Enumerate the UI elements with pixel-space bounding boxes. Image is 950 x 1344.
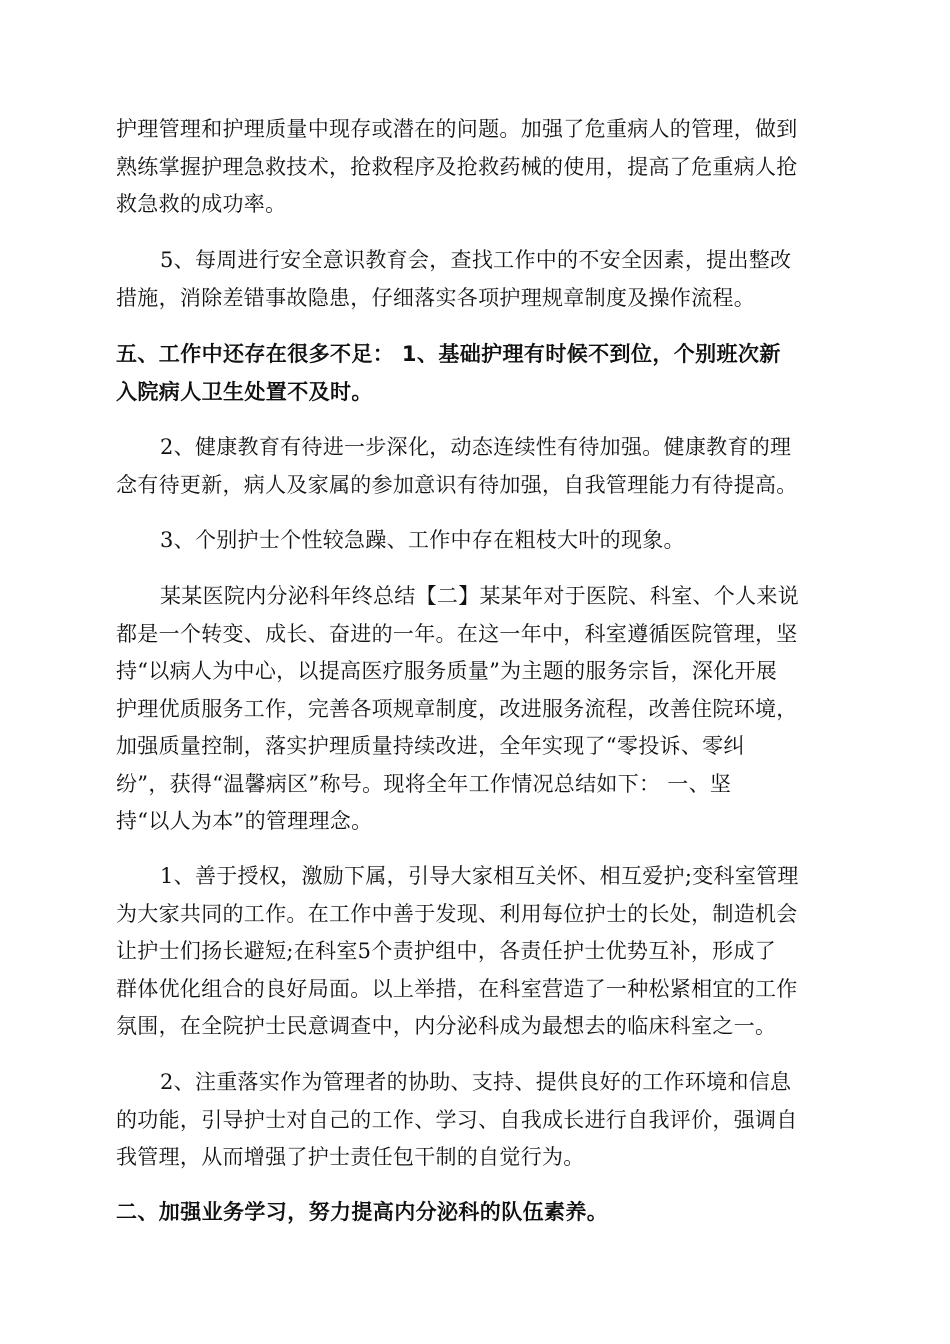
heading-line: 五、工作中还存在很多不足： 1、基础护理有时候不到位，个别班次新 bbox=[116, 342, 781, 366]
paragraph-critical-patient-management bbox=[116, 111, 836, 224]
text-line: 救急救的成功率。 bbox=[116, 192, 287, 216]
text-line: 让护士们扬长避短;在科室5个责护组中，各责任护士优势互补，形成了 bbox=[116, 939, 777, 963]
text-line: 2、健康教育有待进一步深化，动态连续性有待加强。健康教育的理 bbox=[160, 435, 792, 459]
text-line: 群体优化组合的良好局面。以上举措，在科室营造了一种松紧相宜的工作 bbox=[116, 976, 798, 1001]
paragraph-annual-summary-two bbox=[116, 578, 836, 841]
section-heading-shortcomings bbox=[116, 336, 836, 411]
heading-line: 入院病人卫生处置不及时。 bbox=[116, 379, 373, 404]
paragraph-nurse-temperament bbox=[116, 522, 836, 560]
text-line: 3、个别护士个性较急躁、工作中存在粗枝大叶的现象。 bbox=[160, 528, 685, 552]
text-line: 氛围，在全院护士民意调查中，内分泌科成为最想去的临床科室之一。 bbox=[116, 1014, 777, 1038]
text-line: 持“以病人为中心，以提高医疗服务质量”为主题的服务宗旨，深化开展 bbox=[116, 659, 778, 683]
paragraph-health-education bbox=[116, 429, 836, 504]
text-line: 熟练掌握护理急救技术，抢救程序及抢救药械的使用，提高了危重病人抢 bbox=[116, 154, 798, 179]
text-line: 加强质量控制，落实护理质量持续改进，全年实现了“零投诉、零纠 bbox=[116, 734, 745, 758]
text-line: 的功能，引导护士对自己的工作、学习、自我成长进行自我评价，强调自 bbox=[116, 1107, 798, 1132]
text-line: 持“以人为本”的管理理念。 bbox=[116, 809, 373, 833]
heading-line: 二、加强业务学习，努力提高内分泌科的队伍素养。 bbox=[116, 1200, 609, 1224]
text-line: 某某医院内分泌科年终总结【二】某某年对于医院、科室、个人来说 bbox=[160, 584, 799, 608]
paragraph-delegation bbox=[116, 858, 836, 1046]
text-line: 护理优质服务工作，完善各项规章制度，改进服务流程，改善住院环境， bbox=[116, 696, 798, 721]
section-heading-business-learning bbox=[116, 1194, 836, 1232]
text-line: 2、注重落实作为管理者的协助、支持、提供良好的工作环境和信息 bbox=[160, 1070, 792, 1094]
text-line: 护理管理和护理质量中现存或潜在的问题。加强了危重病人的管理，做到 bbox=[116, 117, 798, 141]
text-line: 我管理，从而增强了护士责任包干制的自觉行为。 bbox=[116, 1145, 585, 1169]
text-line: 措施，消除差错事故隐患，仔细落实各项护理规章制度及操作流程。 bbox=[116, 285, 755, 310]
paragraph-self-management bbox=[116, 1064, 836, 1177]
text-line: 5、每周进行安全意识教育会，查找工作中的不安全因素，提出整改 bbox=[160, 248, 792, 272]
text-line: 1、善于授权，激励下属，引导大家相互关怀、相互爱护;变科室管理 bbox=[160, 864, 799, 888]
text-line: 为大家共同的工作。在工作中善于发现、利用每位护士的长处，制造机会 bbox=[116, 901, 798, 926]
text-line: 念有待更新，病人及家属的参加意识有待加强，自我管理能力有待提高。 bbox=[116, 472, 798, 497]
text-line: 纷”，获得“温馨病区”称号。现将全年工作情况总结如下： 一、坚 bbox=[116, 771, 732, 796]
paragraph-safety-education bbox=[116, 242, 836, 317]
text-line: 都是一个转变、成长、奋进的一年。在这一年中，科室遵循医院管理，坚 bbox=[116, 621, 798, 646]
